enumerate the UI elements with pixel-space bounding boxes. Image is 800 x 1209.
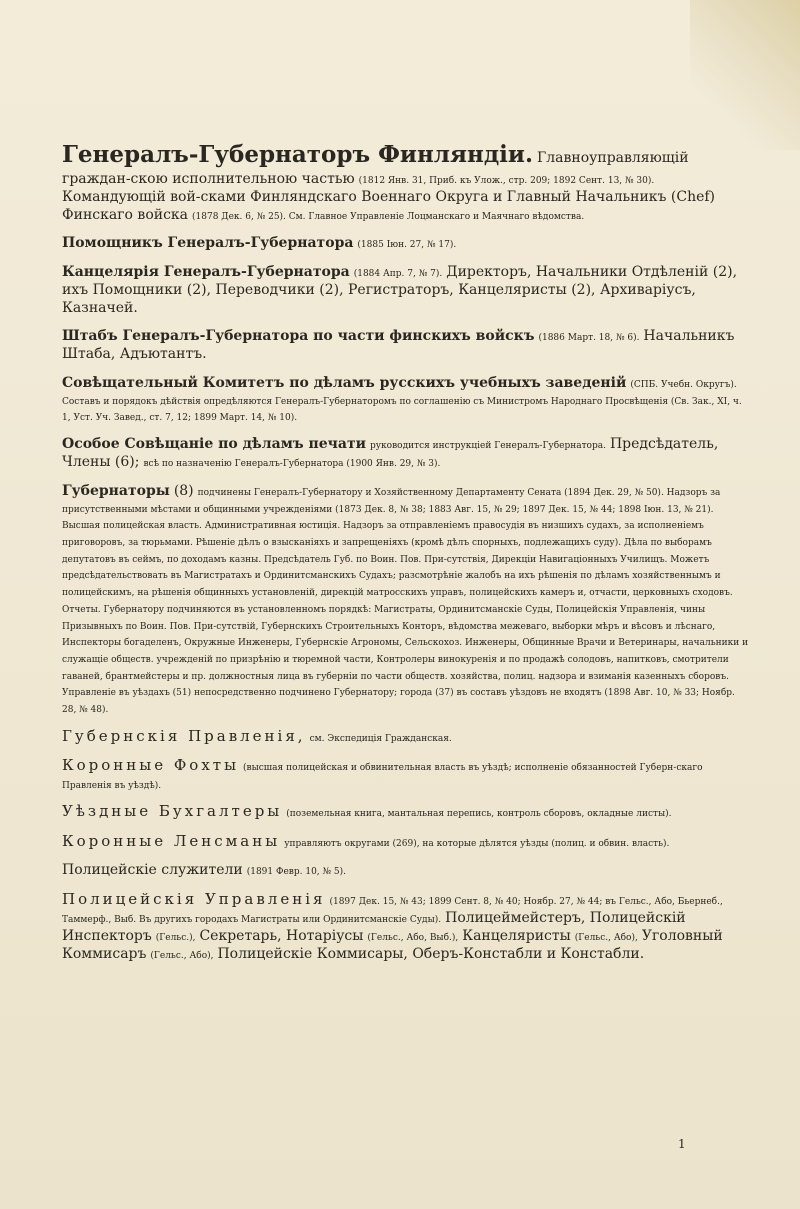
district-accountants-heading: Уѣздные Бухгалтеры bbox=[62, 802, 283, 821]
governors-entry: Губернаторы (8) подчинены Генералъ-Губернатору и Хозяйственному Департаменту Сената (1894 Дек. 29, № 50). Надзоръ за присутственными мѣстами и общинными учрежденіями (1873 Дек. 8, № 38; 1883 Авг. 15, № 29; 1897 Дек. 15, № 44; 1898 Іюн. 13, № 21). Высшая полицейская власть. Административная юстиція. Надзоръ за отправленіемъ правосудія въ низшихъ судахъ, за исполненіемъ приговоровъ, за тюрьмами. Рѣшеніе дѣлъ о взысканіяхъ и запрещеніяхъ (кромѣ дѣлъ спорныхъ, подлежащихъ суду). Дѣла по выборамъ депутатовъ въ сеймъ, по доходамъ казны. Предсѣдатель Губ. по Воин. Пов. При-сутствія, Дирекціи Навигаціонныхъ Училищъ. Можетъ предсѣдательствовать въ Магистратахъ и Ординитсманскихъ Судахъ; разсмотрѣніе жалобъ на ихъ рѣшенія по дѣламъ хозяйственнымъ и полицейскимъ, на рѣшенія общинныхъ установленій, дирекцій матросскихъ управъ, полицейскихъ камеръ и, отчасти, церковныхъ сходовъ. Отчеты. Губернатору подчиняются въ установленномъ порядкѣ: Магистраты, Ординитсманскіе Суды, Полицейскія Управленія, чины Призывныхъ по Воин. Пов. При-сутствій, Губернскихъ Строительныхъ Конторъ, вѣдомства межеваго, выборки мѣръ и вѣсовъ и лѣснаго, Инспекторы богаделенъ, Окружные Инженеры, Губернскіе Агрономы, Сельскохоз. Инженеры, Общинные Врачи и Ветеринары, начальники и служащіе обществ. учрежденій по призрѣнію и тюремной части, Контролеры винокуренія и по продажѣ солодовъ, напитковъ, смотрители гаваней, брантмейстеры и пр. должностныя лица въ губерніи по части обществ. хозяйства, полиц. надзора и взиманія казенныхъ сборовъ. Управленіе въ уѣздахъ (51) непосредственно подчинено Губернатору; города (37) въ составъ уѣздовъ не входятъ (1898 Авг. 10, № 33; Ноябр. 28, № 48). bbox=[62, 482, 749, 715]
assistant-heading: Помощникъ Генералъ-Губернатора bbox=[62, 235, 354, 252]
police-servants-heading: Полицейскіе служители bbox=[62, 862, 243, 879]
police-departments-heading: Полицейскія Управленія bbox=[62, 889, 326, 908]
governor-general-entry: Генералъ-Губернаторъ Финляндіи. Главноуправляющій граждан-скою исполнительною частью (1812 Янв. 31, Приб. къ Улож., стр. 209; 1892 Сент. 13, № 30). Командующій вой-сками Финляндскаго Военнаго Округа и Главный Начальникъ (Chef) Финскаго войска (1878 Дек. 6, № 25). См. Главное Управленіе Лоцманскаго и Маячнаго вѣдомства. bbox=[62, 141, 716, 224]
page-number: 1 bbox=[678, 1137, 686, 1151]
committee-heading: Совѣщательный Комитетъ по дѣламъ русскихъ учебныхъ заведеній bbox=[62, 374, 627, 391]
governor-general-heading: Генералъ-Губернаторъ Финляндіи. bbox=[62, 141, 533, 168]
committee-entry: Совѣщательный Комитетъ по дѣламъ русскихъ учебныхъ заведеній (СПБ. Учебн. Округъ). Составъ и порядокъ дѣйствія опредѣляются Генералъ-Губернаторомъ по соглашенію съ Министромъ Народнаго Просвѣщенія (Св. Зак., XI, ч. 1, Уст. Уч. Завед., ст. 7, 12; 1899 Март. 14, № 10). bbox=[62, 374, 742, 424]
chancellery-heading: Канцелярія Генералъ-Губернатора bbox=[62, 263, 350, 280]
district-accountants-entry: Уѣздные Бухгалтеры (поземельная книга, мантальная перепись, контроль сборовъ, окладные листы). bbox=[62, 802, 672, 821]
police-departments-entry: Полицейскія Управленія (1897 Дек. 15, № 43; 1899 Сент. 8, № 40; Ноябр. 27, № 44; въ Гельс., Або, Бьернеб., Таммерф., Выб. Въ другихъ городахъ Магистраты или Ординитсманскіе Суды). Полицеймейстеръ, Полицейскій Инспекторъ (Гельс.), Секретарь, Нотаріусы (Гельс., Або, Выб.), Канцеляристы (Гельс., Або), Уголовный Коммисаръ (Гельс., Або), Полицейскіе Коммисары, Оберъ-Констабли и Констабли. bbox=[62, 889, 723, 963]
governors-heading: Губернаторы bbox=[62, 482, 170, 499]
staff-entry: Штабъ Генералъ-Губернатора по части финскихъ войскъ (1886 Март. 18, № 6). Начальникъ Штаба, Адъютантъ. bbox=[62, 328, 735, 363]
staff-heading: Штабъ Генералъ-Губернатора по части финскихъ войскъ bbox=[62, 328, 535, 345]
paper-corner-shading bbox=[690, 0, 800, 150]
page-content bbox=[62, 140, 752, 974]
provincial-boards-entry: Губернскія Правленія, см. Экспедиція Гражданская. bbox=[62, 726, 452, 745]
chancellery-entry: Канцелярія Генералъ-Губернатора (1884 Апр. 7, № 7). Директоръ, Начальники Отдѣленій (2), ихъ Помощники (2), Переводчики (2), Регистраторъ, Канцеляристы (2), Архиваріусъ, Казначей. bbox=[62, 263, 738, 317]
crown-bailiffs-entry: Коронные Фохты (высшая полицейская и обвинительная власть въ уѣздѣ; исполненіе обязанностей Губерн-скаго Правленія въ уѣздѣ). bbox=[62, 756, 703, 791]
crown-lensmans-heading: Коронные Ленсманы bbox=[62, 831, 281, 850]
police-servants-entry: Полицейскіе служители (1891 Февр. 10, № 5). bbox=[62, 862, 346, 879]
assistant-entry: Помощникъ Генералъ-Губернатора (1885 Іюн. 27, № 17). bbox=[62, 235, 457, 252]
press-council-entry: Особое Совѣщаніе по дѣламъ печати руководится инструкціей Генералъ-Губернатора. Предсѣдатель, Члены (6); всѣ по назначенію Генералъ-Губернатора (1900 Янв. 29, № 3). bbox=[62, 436, 719, 471]
crown-lensmans-entry: Коронные Ленсманы управляютъ округами (269), на которые дѣлятся уѣзды (полиц. и обвин. власть). bbox=[62, 831, 670, 850]
provincial-boards-heading: Губернскія Правленія, bbox=[62, 726, 306, 745]
crown-bailiffs-heading: Коронные Фохты bbox=[62, 756, 240, 775]
press-council-heading: Особое Совѣщаніе по дѣламъ печати bbox=[62, 436, 367, 453]
